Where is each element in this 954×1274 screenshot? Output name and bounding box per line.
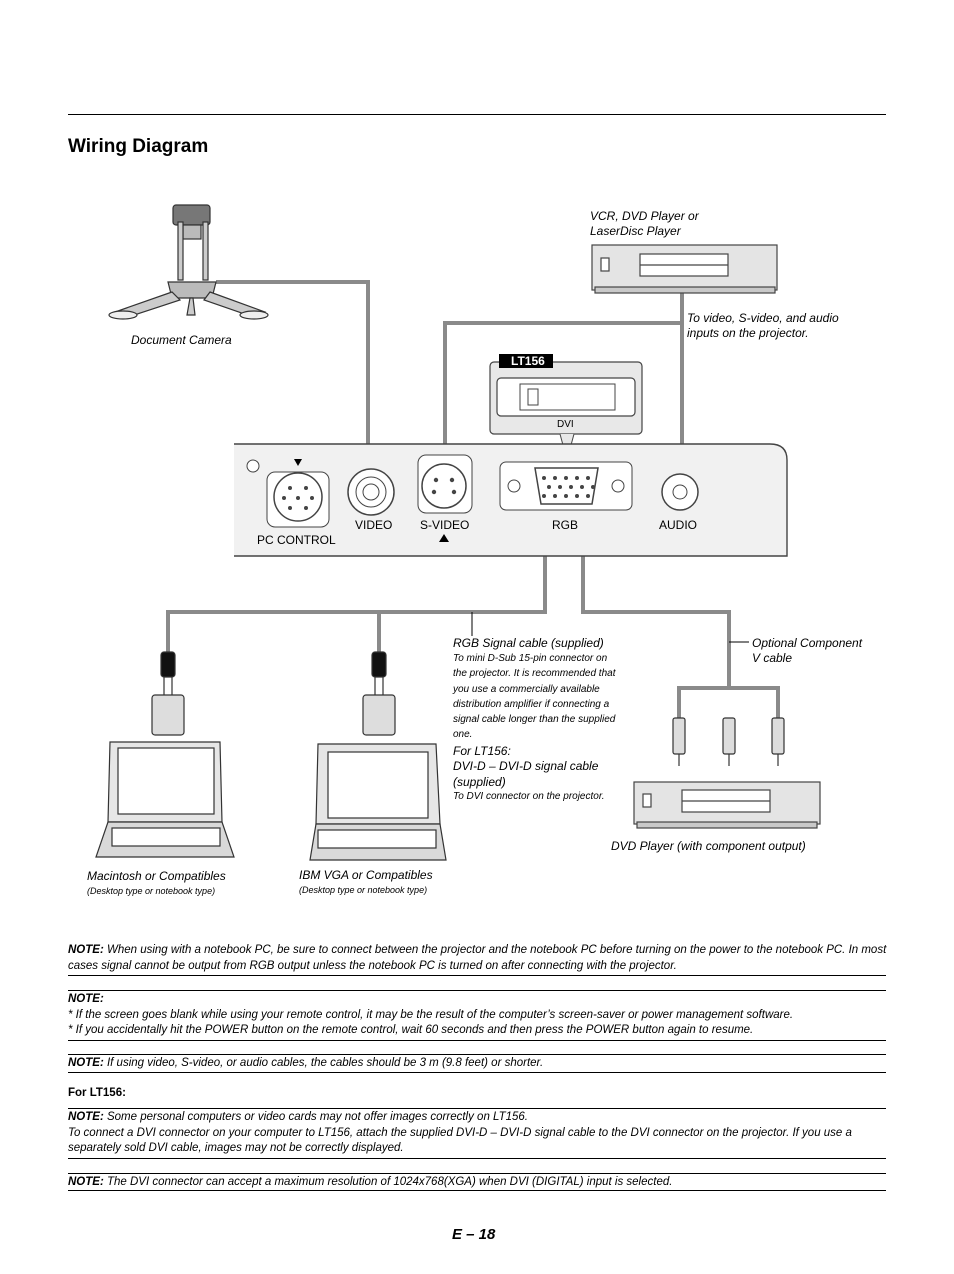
component-label-line1: Optional Component (752, 636, 863, 650)
rgb-desc-line: one. (453, 729, 473, 741)
rgb-desc-line: signal cable longer than the supplied (453, 714, 616, 726)
note-label: NOTE: (68, 993, 104, 1005)
video-label: VIDEO (355, 518, 393, 532)
note-3 (68, 1056, 888, 1072)
rule (68, 975, 886, 976)
note-label: NOTE: (68, 1057, 104, 1069)
rule (68, 1173, 886, 1174)
cable-connectors (152, 652, 395, 735)
document-camera-label: Document Camera (131, 333, 232, 347)
note-4-line2: To connect a DVI connector on your computer to LT156, attach the supplied DVI-D – DVI-D signal cable to the DVI connector on the projector. If you use a separately sold DVI cable, images may not be correctly displayed. (68, 1126, 852, 1154)
pc-control-label: PC CONTROL (257, 533, 336, 547)
note-4-line1: Some personal computers or video cards may not offer images correctly on LT156. (103, 1111, 528, 1123)
note-5 (68, 1175, 888, 1191)
rule (68, 1054, 886, 1055)
rule (68, 990, 886, 991)
document-camera (109, 205, 268, 319)
rgb-desc-line: you use a commercially available (453, 683, 600, 695)
lt156-badge: LT156 (511, 354, 545, 368)
to-inputs-line1: To video, S-video, and audio (687, 311, 839, 325)
component-split (679, 688, 778, 718)
rgb-cable-desc (453, 651, 633, 743)
rgb-desc-line: To mini D-Sub 15-pin connector on (453, 653, 608, 664)
ibm-laptop (310, 744, 446, 860)
ibm-label: IBM VGA or Compatibles (299, 868, 433, 882)
note-label: NOTE: (68, 1111, 104, 1123)
vcr-device (592, 245, 777, 293)
note-5-text: The DVI connector can accept a maximum resolution of 1024x768(XGA) when DVI (DIGITAL) input is selected. (103, 1176, 673, 1188)
for-lt156-diagram: For LT156: (453, 744, 511, 758)
note-3-text: If using video, S-video, or audio cables, the cables should be 3 m (9.8 feet) or shorter. (103, 1057, 544, 1069)
note-label: NOTE: (68, 1176, 104, 1188)
ibm-sub: (Desktop type or notebook type) (299, 885, 428, 895)
rule (68, 1108, 886, 1109)
rule (68, 1072, 886, 1073)
rule (68, 1190, 886, 1191)
audio-label: AUDIO (659, 518, 698, 532)
note-1 (68, 943, 888, 974)
note-4 (68, 1110, 888, 1157)
rca-plugs (673, 718, 784, 766)
mac-label: Macintosh or Compatibles (87, 869, 226, 883)
dvi-label: DVI (557, 419, 574, 430)
vcr-label-line1: VCR, DVD Player or (590, 209, 699, 223)
rgb-desc-line: distribution amplifier if connecting a (453, 698, 610, 710)
dvd-label: DVD Player (with component output) (611, 839, 806, 853)
dvd-device (634, 782, 820, 828)
note-1-text: When using with a notebook PC, be sure to connect between the projector and the notebook PC before turning on the power to the notebook PC. In most cases signal cannot be output from RGB output unless the notebook PC is turned on after connecting with the projector. (68, 944, 887, 972)
note-2-line2: * If you accidentally hit the POWER button on the remote control, wait 60 seconds and then press the POWER button again to resume. (68, 1024, 754, 1036)
mac-sub: (Desktop type or notebook type) (87, 886, 216, 896)
page-title: Wiring Diagram (68, 136, 209, 157)
mac-laptop (96, 742, 234, 857)
rule (68, 1040, 886, 1041)
svideo-label: S-VIDEO (420, 518, 470, 532)
note-2 (68, 992, 888, 1039)
for-lt156-heading: For LT156: (68, 1087, 126, 1099)
rgb-cable-title: RGB Signal cable (supplied) (453, 636, 604, 650)
dvi-cable-line1: DVI-D – DVI-D signal cable (453, 759, 599, 773)
page-number: E – 18 (452, 1226, 496, 1243)
dvi-cable-line2: (supplied) (453, 775, 506, 789)
rule (68, 1158, 886, 1159)
component-label-line2: V cable (752, 651, 793, 665)
vcr-label-line2: LaserDisc Player (590, 224, 681, 238)
rgb-desc-line: the projector. It is recommended that (453, 668, 616, 680)
note-2-line1: * If the screen goes blank while using your remote control, it may be the result of the computer’s screen-saver or power management software. (68, 1008, 794, 1021)
to-inputs-line2: inputs on the projector. (687, 326, 809, 340)
rgb-label: RGB (552, 518, 579, 532)
note-label: NOTE: (68, 944, 104, 956)
dvi-cable-desc: To DVI connector on the projector. (453, 791, 605, 802)
